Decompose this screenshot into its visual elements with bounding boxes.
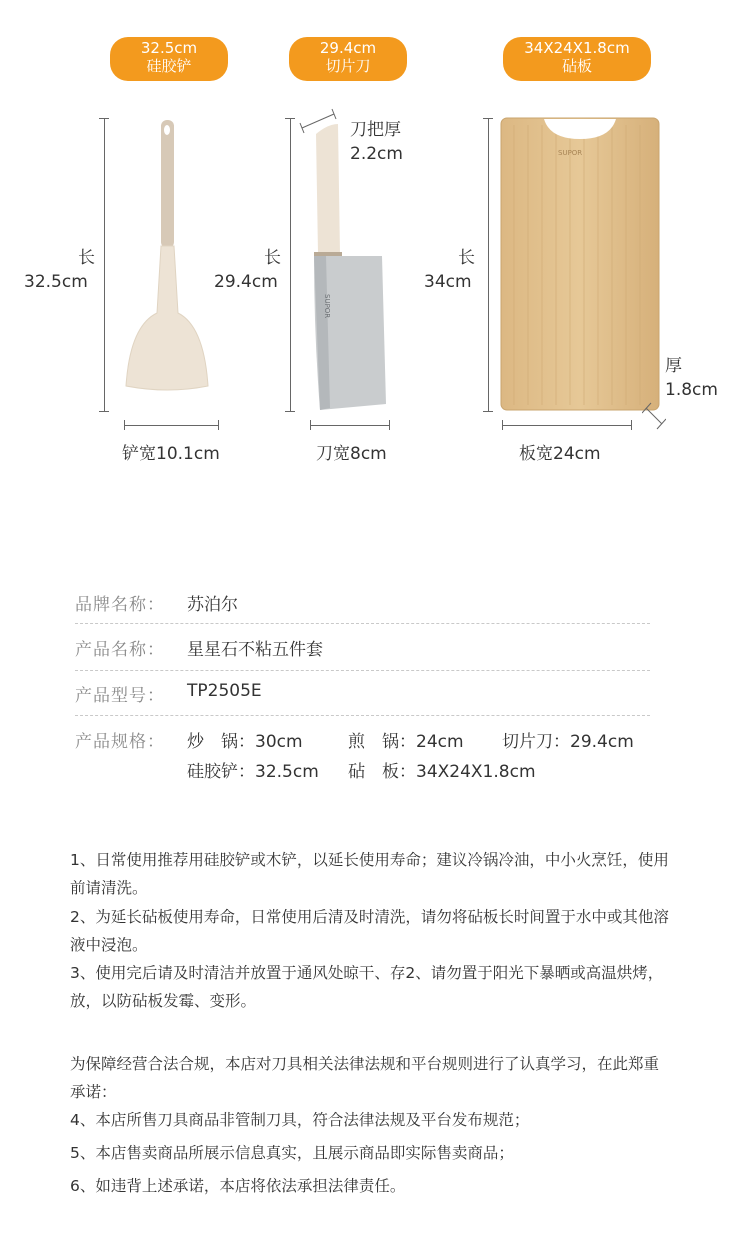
knife-brand-mark: SUPOR (323, 294, 331, 319)
divider (75, 670, 650, 671)
tick (631, 420, 632, 430)
note-2: 2、为延长砧板使用寿命，日常使用后清及时清洗，请勿将砧板长时间置于水中或其他溶液中浸泡。 (70, 908, 669, 954)
tick (99, 411, 109, 412)
knife-length-label: 长 (264, 248, 281, 268)
spatula-length-value: 32.5cm (24, 272, 88, 292)
tick (124, 420, 125, 430)
divider (75, 623, 650, 624)
compliance-item-4: 4、本店所售刀具商品非管制刀具，符合法律法规及平台发布规范； (70, 1111, 530, 1129)
knife-width-line (310, 425, 390, 426)
spatula-width-label: 铲宽10.1cm (122, 444, 220, 464)
tick (389, 420, 390, 430)
compliance-intro: 为保障经营合法合规，本店对刀具相关法律法规和平台规则进行了认真学习，在此郑重承诺： (70, 1055, 660, 1101)
tick (285, 411, 295, 412)
tick (99, 118, 109, 119)
spec-label: 品牌名称： (75, 595, 165, 615)
knife-length-value: 29.4cm (214, 272, 278, 292)
tick (483, 118, 493, 119)
tick (285, 118, 295, 119)
spec-item-spatula: 硅胶铲：32.5cm (187, 762, 319, 782)
board-thickness-value: 1.8cm (665, 380, 718, 400)
knife-size-pill: 29.4cm 切片刀 (289, 37, 407, 81)
spatula-image (118, 118, 218, 418)
tick (502, 420, 503, 430)
divider (75, 715, 650, 716)
spec-item-knife: 切片刀：29.4cm (502, 732, 634, 752)
board-size-pill: 34X24X1.8cm 砧板 (503, 37, 651, 81)
spatula-size-pill: 32.5cm 硅胶铲 (110, 37, 228, 81)
board-width-label: 板宽24cm (519, 444, 601, 464)
spec-value: TP2505E (187, 681, 262, 701)
compliance-item-5: 5、本店售卖商品所展示信息真实，且展示商品即实际售卖商品； (70, 1144, 514, 1162)
spec-item-fry-pan: 煎 锅：24cm (348, 732, 464, 752)
cutting-board-image (500, 117, 662, 413)
board-length-label: 长 (458, 248, 475, 268)
compliance-item-6: 6、如违背上述承诺，本店将依法承担法律责任。 (70, 1177, 406, 1195)
board-thickness-marker (642, 400, 666, 430)
board-length-value: 34cm (424, 272, 472, 292)
note-3: 3、使用完后请及时清洁并放置于通风处晾干、存2、请勿置于阳光下暴晒或高温烘烤，放，以防砧板发霉、变形。 (70, 964, 664, 1010)
tick (218, 420, 219, 430)
board-length-line (488, 118, 489, 412)
spatula-length-label: 长 (78, 248, 95, 268)
spec-value: 苏泊尔 (187, 595, 238, 615)
spec-label: 产品规格： (75, 732, 165, 752)
tick (483, 411, 493, 412)
spec-label: 产品型号： (75, 686, 165, 706)
knife-handle-label: 刀把厚 (350, 120, 401, 140)
board-brand-mark: SUPOR (558, 149, 583, 157)
spec-item-wok: 炒 锅：30cm (187, 732, 303, 752)
spatula-length-line (104, 118, 105, 412)
spec-label: 产品名称： (75, 640, 165, 660)
spec-size-row (75, 727, 650, 787)
knife-handle-value: 2.2cm (350, 144, 403, 164)
board-width-line (502, 425, 632, 426)
spec-item-board: 砧 板：34X24X1.8cm (348, 762, 536, 782)
board-thickness-label: 厚 (665, 356, 682, 376)
knife-width-label: 刀宽8cm (316, 444, 387, 464)
tick (310, 420, 311, 430)
note-1: 1、日常使用推荐用硅胶铲或木铲，以延长使用寿命；建议冷锅冷油，中小火烹饪，使用前请清洗。 (70, 851, 669, 897)
spatula-width-line (124, 425, 219, 426)
knife-length-line (290, 118, 291, 412)
spec-value: 星星石不粘五件套 (187, 640, 323, 660)
